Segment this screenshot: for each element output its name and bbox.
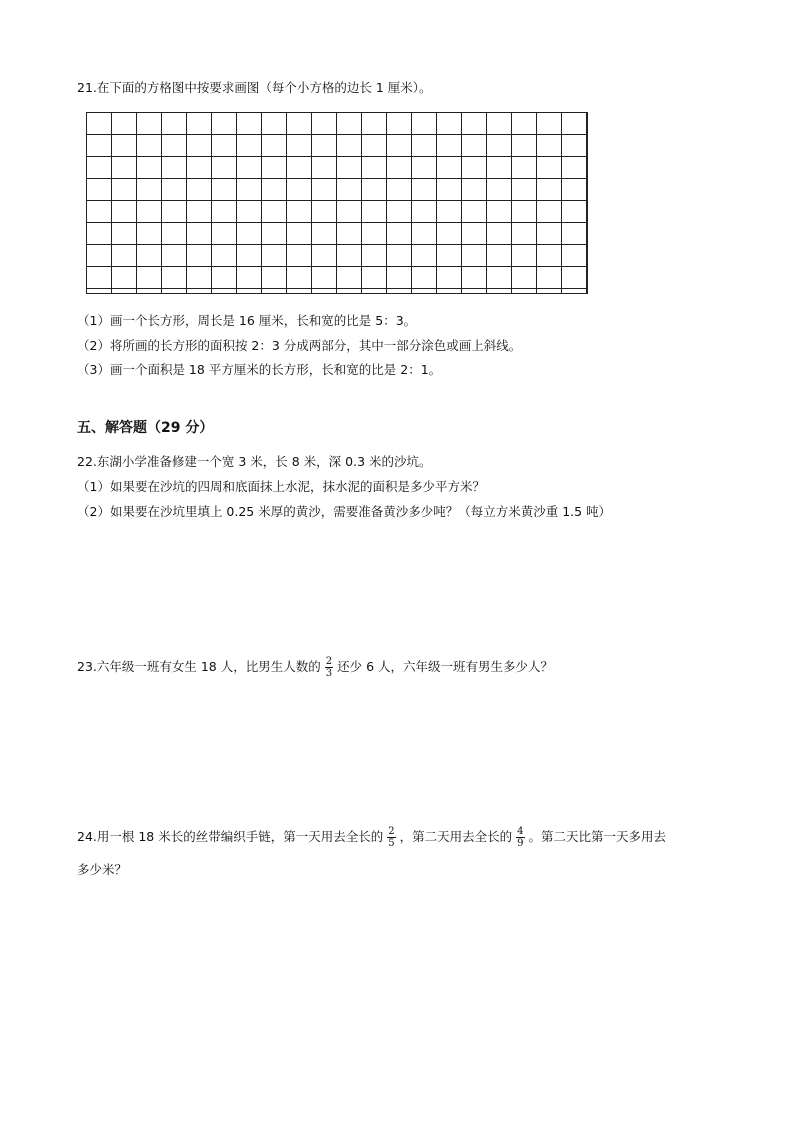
fraction-two-fifths [387, 826, 395, 849]
q24-text-part2: ，第二天用去全长的 [399, 829, 513, 844]
fraction-denominator: 9 [517, 838, 524, 849]
q21-sub2: （2）将所画的长方形的面积按 2：3 分成两部分，其中一部分涂色或画上斜线。 [77, 338, 522, 353]
q24-text-part1: 24.用一根 18 米长的丝带编织手链，第一天用去全长的 [77, 829, 384, 844]
q23-text-part2: 还少 6 人，六年级一班有男生多少人？ [337, 659, 554, 674]
fraction-two-thirds [325, 656, 333, 679]
q24-text [77, 826, 666, 849]
q22-sub1: （1）如果要在沙坑的四周和底面抹上水泥，抹水泥的面积是多少平方米？ [77, 479, 485, 494]
section-5-title: 五、解答题（29 分） [77, 420, 214, 436]
fraction-numerator: 2 [388, 826, 395, 837]
q23-text [77, 656, 553, 679]
fraction-numerator: 2 [325, 656, 333, 667]
fraction-four-ninths [516, 826, 524, 849]
q23-text-part1: 23.六年级一班有女生 18 人，比男生人数的 [77, 659, 321, 674]
fraction-numerator: 4 [517, 826, 524, 837]
q22-sub2: （2）如果要在沙坑里填上 0.25 米厚的黄沙，需要准备黄沙多少吨？（每立方米黄沙重 1.5 吨） [77, 504, 612, 519]
q22-title: 22.东湖小学准备修建一个宽 3 米，长 8 米，深 0.3 米的沙坑。 [77, 454, 432, 469]
fraction-denominator: 5 [388, 838, 395, 849]
q21-sub1: （1）画一个长方形，周长是 16 厘米，长和宽的比是 5：3。 [77, 313, 417, 328]
q21-sub3: （3）画一个面积是 18 平方厘米的长方形，长和宽的比是 2：1。 [77, 362, 442, 377]
q24-text-part3: 。第二天比第一天多用去 [528, 829, 667, 844]
square-grid[interactable] [86, 112, 588, 294]
q21-title: 21.在下面的方格图中按要求画图（每个小方格的边长 1 厘米）。 [77, 80, 432, 95]
q24-line2: 多少米？ [77, 862, 128, 877]
fraction-denominator: 3 [325, 668, 333, 679]
